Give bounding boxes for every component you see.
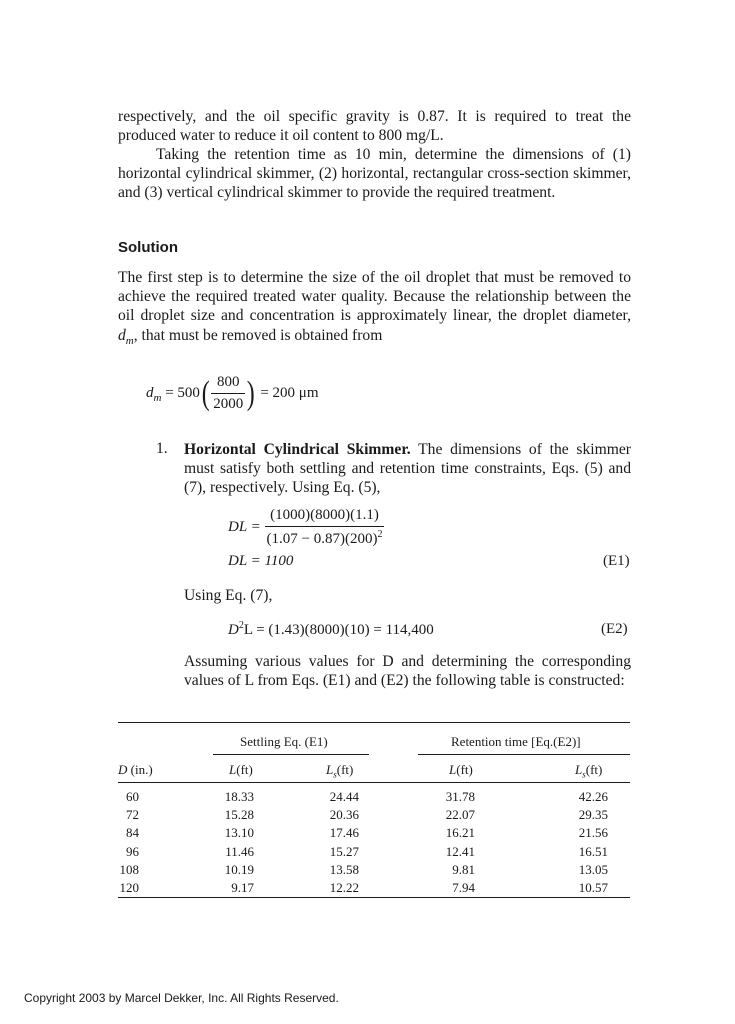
table-cell: 22.07 bbox=[445, 807, 475, 823]
group-header-settling: Settling Eq. (E1) bbox=[240, 734, 328, 749]
copyright-notice: Copyright 2003 by Marcel Dekker, Inc. All Rights Reserved. bbox=[24, 991, 339, 1005]
table-cell: 15.28 bbox=[224, 807, 254, 823]
table-cell: 20.36 bbox=[329, 807, 359, 823]
eq-dm-denominator: 2000 bbox=[213, 396, 244, 412]
table-cell: 16.51 bbox=[578, 843, 608, 859]
column-header-ls-retention: $L_s(ft)$ bbox=[575, 762, 603, 780]
tag-e2: (E2) bbox=[601, 621, 628, 637]
eq-d2l-sup: 2 bbox=[238, 620, 244, 631]
eq-dm-numerator: 800 bbox=[211, 374, 245, 394]
settling-group-rule bbox=[213, 754, 369, 755]
solution-heading: Solution bbox=[118, 239, 178, 256]
table-cell: 12.41 bbox=[445, 843, 475, 859]
table-cell: 96 bbox=[126, 843, 139, 859]
eq-dm-sub: m bbox=[153, 391, 162, 404]
table-cell: 15.27 bbox=[329, 843, 359, 859]
eq-d2l-rest: L = (1.43)(8000)(10) = 114,400 bbox=[243, 622, 434, 638]
table-cell: 13.05 bbox=[578, 861, 608, 877]
table-cell: 16.21 bbox=[445, 825, 475, 841]
paragraph-solution-part-b: , that must be removed is obtained from bbox=[133, 326, 383, 344]
table-cell: 12.22 bbox=[329, 880, 359, 895]
table-cell: 31.78 bbox=[445, 789, 475, 804]
table-cell: 120 bbox=[119, 880, 139, 895]
table-cell: 10.19 bbox=[224, 861, 254, 877]
table-cell: 17.46 bbox=[329, 825, 359, 841]
equation-dl bbox=[228, 507, 384, 548]
left-paren: ( bbox=[201, 374, 210, 412]
table-cell: 60 bbox=[126, 789, 139, 804]
item-text: The dimensions of the skimmer must satisfy both settling and retention time constraints, Eqs. (5) and (7), respectively. Using Eq. (5), bbox=[184, 441, 631, 497]
eq-d2l-d: D bbox=[228, 622, 239, 638]
eq-dm-rhs: = 200 μm bbox=[260, 384, 319, 401]
table-header-rule bbox=[118, 782, 630, 783]
tag-e1: (E1) bbox=[603, 553, 630, 569]
using-eq7: Using Eq. (7), bbox=[184, 587, 273, 604]
eq-dm-500: = 500 bbox=[165, 384, 200, 401]
eq-dl-lhs: DL = bbox=[228, 518, 261, 535]
column-header-l-retention: L(ft) bbox=[449, 762, 473, 777]
dm-variable: d bbox=[118, 326, 126, 344]
eq-dl-den-base: (1.07 − 0.87)(200) bbox=[266, 531, 378, 547]
equation-d2l bbox=[228, 620, 434, 639]
column-header-d: D (in.) bbox=[118, 762, 153, 777]
paragraph-assuming: Assuming various values for D and determining the corresponding values of L from Eqs. (E1) and (E2) the following table is constructed: bbox=[184, 653, 631, 690]
table-cell: 13.58 bbox=[329, 861, 359, 877]
table-cell: 9.17 bbox=[231, 880, 254, 895]
equation-dm bbox=[146, 374, 319, 413]
table-cell: 21.56 bbox=[578, 825, 608, 841]
retention-group-rule bbox=[418, 754, 630, 755]
table-cell: 42.26 bbox=[578, 789, 608, 804]
table-cell: 18.33 bbox=[224, 789, 254, 804]
column-header-d-unit: (in.) bbox=[130, 762, 153, 777]
eq-dl-fraction bbox=[265, 507, 385, 548]
table-cell: 29.35 bbox=[578, 807, 608, 823]
item-number: 1. bbox=[156, 440, 168, 457]
eq-dl-den-sup: 2 bbox=[377, 529, 383, 540]
item-paragraph bbox=[184, 440, 631, 498]
table-cell: 108 bbox=[119, 861, 139, 877]
table-top-rule bbox=[118, 722, 630, 723]
paragraph-solution bbox=[118, 268, 631, 351]
table-cell: 24.44 bbox=[329, 789, 359, 804]
eq-dl-denominator bbox=[265, 527, 385, 548]
table-cell: 11.46 bbox=[225, 843, 254, 859]
table-cell: 10.57 bbox=[578, 880, 608, 895]
table-cell: 9.81 bbox=[452, 861, 475, 877]
table-cell: 13.10 bbox=[224, 825, 254, 841]
table-bottom-rule bbox=[118, 897, 630, 898]
column-header-l-settling: L(ft) bbox=[229, 762, 253, 777]
eq-dl-numerator: (1000)(8000)(1.1) bbox=[265, 507, 385, 527]
table-cell: 7.94 bbox=[452, 880, 475, 895]
equation-dl-result: DL = 1100 bbox=[228, 553, 294, 569]
eq-dm-fraction bbox=[211, 374, 245, 413]
column-header-ls-settling: $L_s(ft)$ bbox=[326, 762, 354, 780]
dm-subscript: m bbox=[125, 334, 134, 347]
right-paren: ) bbox=[246, 374, 255, 412]
eq-dm-var: d bbox=[146, 384, 154, 401]
table-cell: 84 bbox=[126, 825, 139, 841]
paragraph-problem: Taking the retention time as 10 min, determine the dimensions of (1) horizontal cylindrical skimmer, (2) horizontal, rectangular cross-section skimmer, and (3) vertical cylindrical skimmer to provide the required treatment. bbox=[118, 146, 631, 202]
item-title: Horizontal Cylindrical Skimmer. bbox=[184, 441, 411, 458]
paragraph-intro: respectively, and the oil specific gravity is 0.87. It is required to treat the produced water to reduce it oil content to 800 mg/L. bbox=[118, 108, 631, 145]
table-cell: 72 bbox=[126, 807, 139, 823]
paragraph-solution-part-a: The first step is to determine the size of the oil droplet that must be removed to achieve the required treated water quality. Because the relationship between the oil droplet size and concentration is approximately linear, the droplet diameter, bbox=[118, 269, 631, 325]
group-header-retention: Retention time [Eq.(E2)] bbox=[451, 734, 581, 749]
